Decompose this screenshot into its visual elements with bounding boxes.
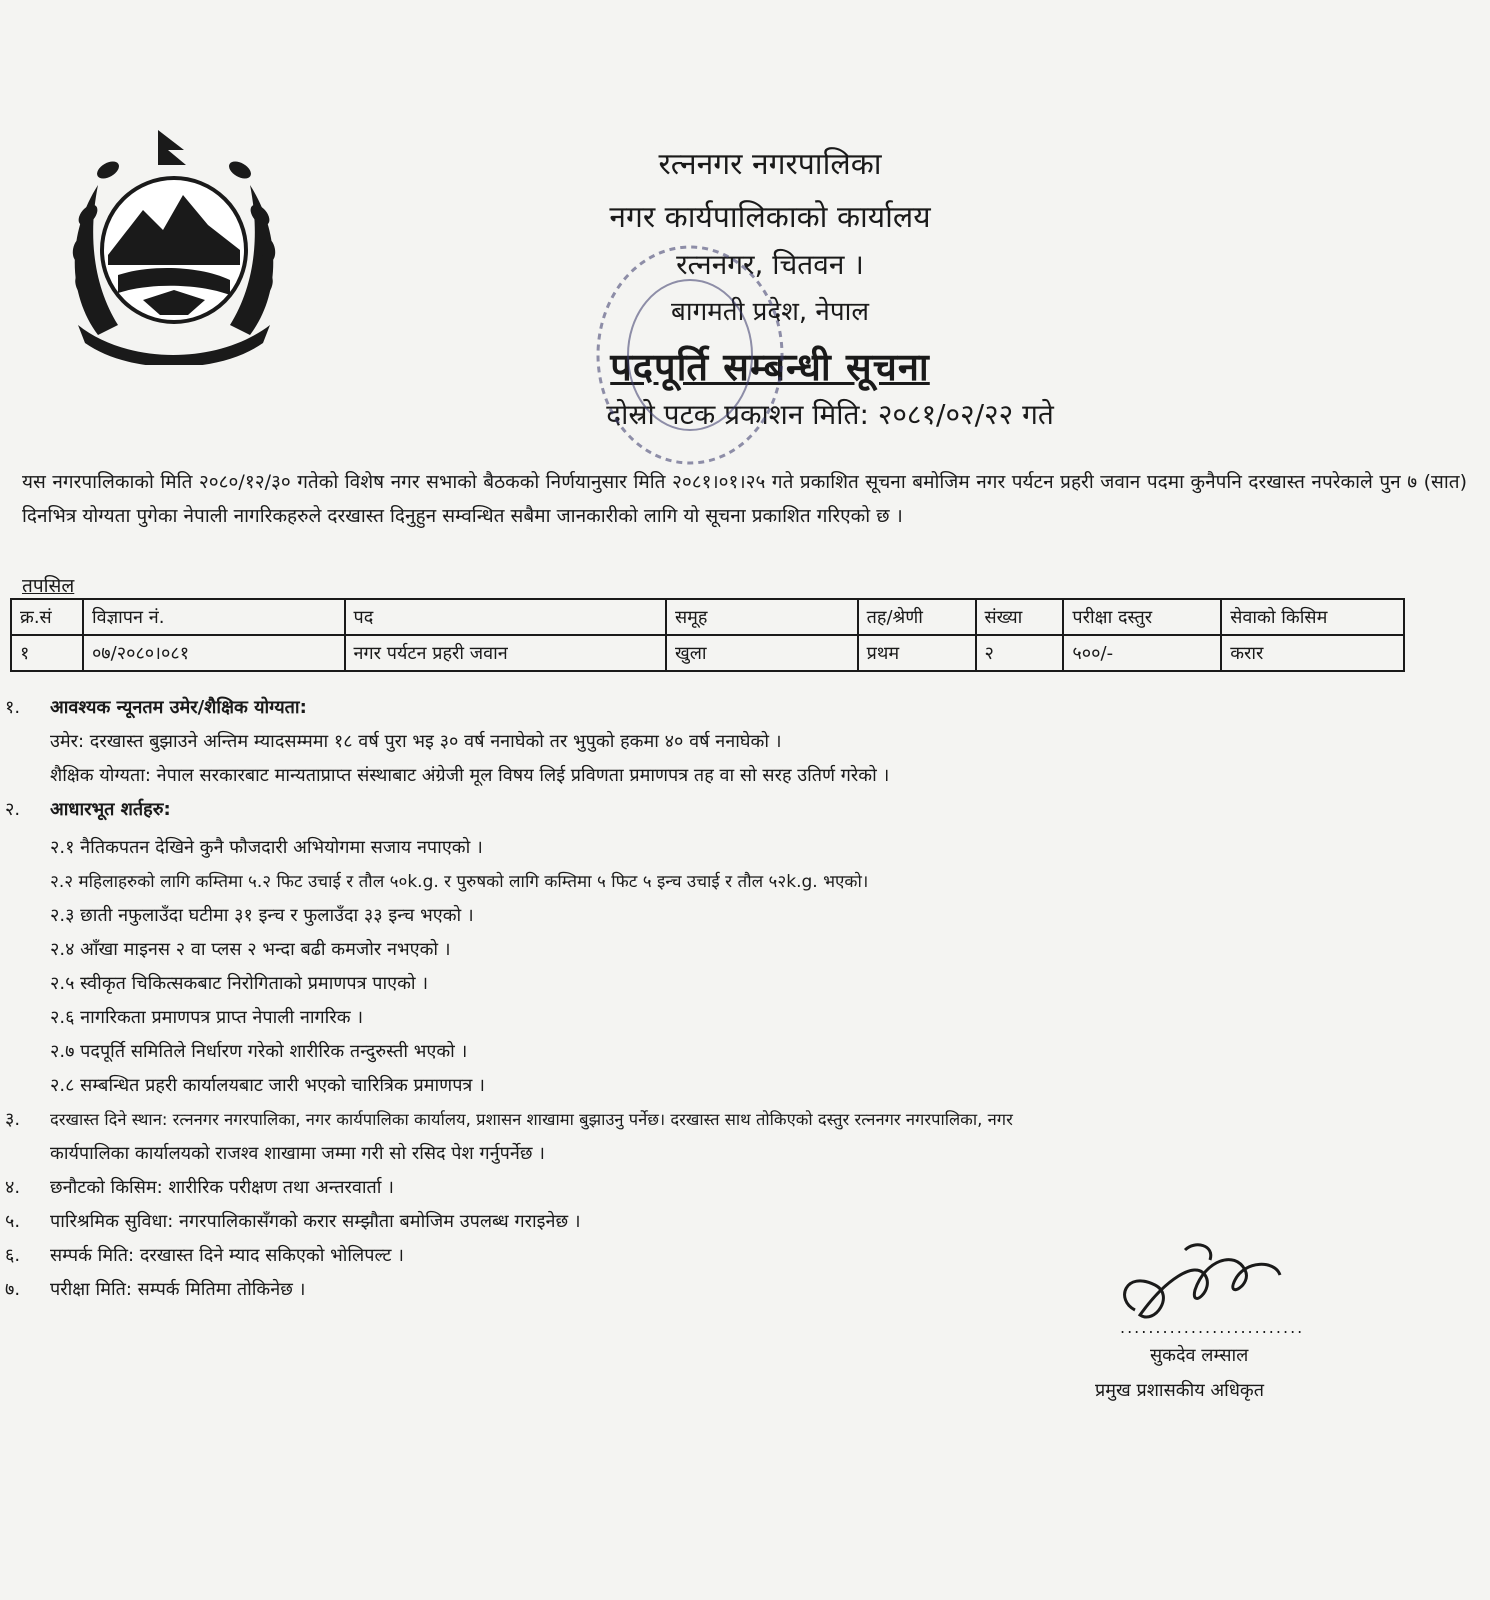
vacancy-table bbox=[10, 598, 1405, 672]
intro-paragraph: यस नगरपालिकाको मिति २०८०/१२/३० गतेको विशेष नगर सभाको बैठकको निर्णयानुसार मिति २०८१।०१।२५ गते प्रकाशित सूचना बमोजिम नगर पर्यटन प्रहरी जवान पदमा कुनैपनि दरखास्त नपरेकाले पुन ७ (सात) दिनभित्र योग्यता पुगेका नेपाली नागरिकहरुले दरखास्त दिनुहुन सम्वन्धित सबैमा जानकारीको लागि यो सूचना प्रकाशित गरिएको छ । bbox=[22, 471, 1467, 527]
cell-group: खुला bbox=[666, 635, 858, 671]
condition-item: २.४ आँखा माइनस २ वा प्लस २ भन्दा बढी कमजोर नभएको । bbox=[50, 939, 451, 960]
item-number: ३. bbox=[5, 1109, 21, 1130]
table-row bbox=[11, 635, 1404, 671]
item-number: ५. bbox=[5, 1211, 21, 1232]
publication-date: दोस्रो पटक प्रकाशन मिति: २०८१/०२/२२ गते bbox=[606, 398, 1054, 431]
signature-icon bbox=[1095, 1240, 1315, 1390]
province-country: बागमती प्रदेश, नेपाल bbox=[671, 297, 869, 327]
col-header-post: पद bbox=[345, 599, 666, 635]
cell-count: २ bbox=[976, 635, 1064, 671]
application-place: दरखास्त दिने स्थान: रत्ननगर नगरपालिका, नगर कार्यपालिका कार्यालय, प्रशासन शाखामा बुझाउनु पर्नेछ। दरखास्त साथ तोकिएको दस्तुर रत्ननगर नगरपालिका, नगर bbox=[50, 1110, 1013, 1129]
item-heading: आवश्यक न्यूनतम उमेर/शैक्षिक योग्यता: bbox=[50, 697, 307, 718]
details-label: तपसिल bbox=[22, 575, 75, 597]
condition-item: २.१ नैतिकपतन देखिने कुनै फौजदारी अभियोगमा सजाय नपाएको । bbox=[50, 837, 483, 858]
item-number: २. bbox=[5, 799, 21, 820]
col-header-serial: क्र.सं bbox=[11, 599, 83, 635]
item-number: ६. bbox=[5, 1245, 21, 1266]
nepal-emblem-icon bbox=[58, 125, 290, 365]
signature-line: .......................... bbox=[1120, 1318, 1305, 1337]
col-header-ad-number: विज्ञापन नं. bbox=[83, 599, 345, 635]
contact-date: सम्पर्क मिति: दरखास्त दिने म्याद सकिएको भोलिपल्ट । bbox=[50, 1245, 404, 1266]
signatory-name: सुकदेव लम्साल bbox=[1150, 1345, 1249, 1366]
item-number: ७. bbox=[5, 1279, 21, 1300]
education-requirement: शैक्षिक योग्यता: नेपाल सरकारबाट मान्यताप्राप्त संस्थाबाट अंग्रेजी मूल विषय लिई प्रविणता प्रमाणपत्र तह वा सो सरह उतिर्ण गरेको । bbox=[50, 765, 890, 786]
notice-title: पदपूर्ति सम्बन्धी सूचना bbox=[610, 345, 930, 389]
col-header-count: संख्या bbox=[976, 599, 1064, 635]
remuneration: पारिश्रमिक सुविधा: नगरपालिकासँगको करार सम्झौता बमोजिम उपलब्ध गराइनेछ । bbox=[50, 1211, 581, 1232]
item-heading: आधारभूत शर्तहरु: bbox=[50, 799, 171, 820]
condition-item: २.५ स्वीकृत चिकित्सकबाट निरोगिताको प्रमाणपत्र पाएको । bbox=[50, 973, 429, 994]
office-stamp-icon bbox=[590, 240, 790, 470]
cell-post: नगर पर्यटन प्रहरी जवान bbox=[345, 635, 666, 671]
condition-item: २.३ छाती नफुलाउँदा घटीमा ३१ इन्च र फुलाउँदा ३३ इन्च भएको । bbox=[50, 905, 474, 926]
municipality-name: रत्ननगर नगरपालिका bbox=[658, 147, 882, 182]
condition-item: २.७ पदपूर्ति समितिले निर्धारण गरेको शारीरिक तन्दुरुस्ती भएको । bbox=[50, 1041, 468, 1062]
col-header-exam-fee: परीक्षा दस्तुर bbox=[1063, 599, 1221, 635]
age-requirement: उमेर: दरखास्त बुझाउने अन्तिम म्यादसम्ममा १८ वर्ष पुरा भइ ३० वर्ष ननाघेको तर भुपुको हकमा ४० वर्ष ननाघेको । bbox=[50, 731, 782, 752]
col-header-group: समूह bbox=[666, 599, 858, 635]
cell-level: प्रथम bbox=[858, 635, 976, 671]
item-number: १. bbox=[5, 697, 21, 718]
office-location: रत्ननगर, चितवन । bbox=[676, 248, 864, 281]
condition-item: २.२ महिलाहरुको लागि कम्तिमा ५.२ फिट उचाई र तौल ५०k.g. र पुरुषको लागि कम्तिमा ५ फिट ५ इन्च उचाई र तौल ५२k.g. भएको। bbox=[50, 872, 869, 892]
exam-date: परीक्षा मिति: सम्पर्क मितिमा तोकिनेछ । bbox=[50, 1279, 306, 1300]
condition-item: २.८ सम्बन्धित प्रहरी कार्यालयबाट जारी भएको चारित्रिक प्रमाणपत्र । bbox=[50, 1075, 485, 1096]
table-header-row bbox=[11, 599, 1404, 635]
col-header-level: तह/श्रेणी bbox=[858, 599, 976, 635]
signatory-title: प्रमुख प्रशासकीय अधिकृत bbox=[1095, 1380, 1264, 1401]
application-place-cont: कार्यपालिका कार्यालयको राजश्व शाखामा जम्मा गरी सो रसिद पेश गर्नुपर्नेछ । bbox=[50, 1143, 545, 1164]
cell-ad-number: ०७/२०८०।०८१ bbox=[83, 635, 345, 671]
office-name: नगर कार्यपालिकाको कार्यालय bbox=[609, 200, 931, 235]
item-number: ४. bbox=[5, 1177, 21, 1198]
col-header-service-type: सेवाको किसिम bbox=[1221, 599, 1404, 635]
cell-serial: १ bbox=[11, 635, 83, 671]
cell-exam-fee: ५००/- bbox=[1063, 635, 1221, 671]
condition-item: २.६ नागरिकता प्रमाणपत्र प्राप्त नेपाली नागरिक । bbox=[50, 1007, 364, 1028]
cell-service-type: करार bbox=[1221, 635, 1404, 671]
selection-type: छनौटको किसिम: शारीरिक परीक्षण तथा अन्तरवार्ता । bbox=[50, 1177, 394, 1198]
